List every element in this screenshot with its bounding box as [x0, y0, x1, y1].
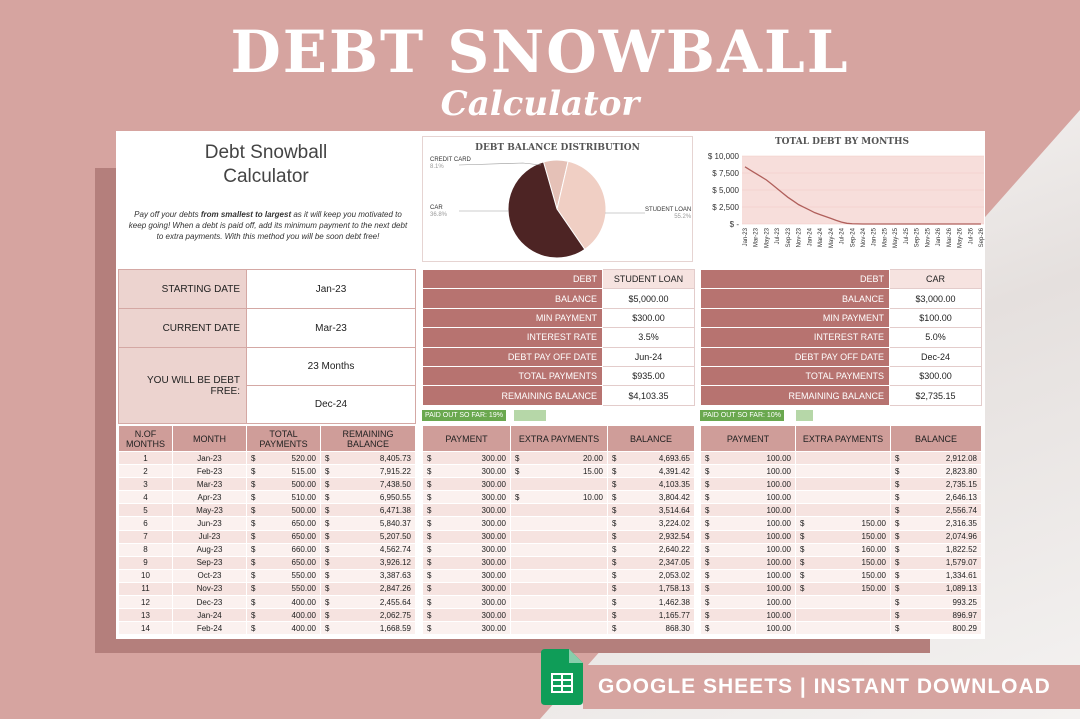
- x-tick-label: Nov-25: [925, 228, 932, 248]
- extra-payment-cell[interactable]: [511, 543, 608, 556]
- remaining-balance-cell: $ 5,840.37: [321, 517, 416, 530]
- month-number-cell: 2: [119, 465, 173, 478]
- google-sheets-icon: [541, 649, 583, 705]
- payment-cell: $ 100.00: [701, 556, 796, 569]
- payment-cell: $ 300.00: [423, 530, 511, 543]
- extra-payment-cell[interactable]: [796, 596, 891, 609]
- y-tick-label: $ 7,500: [712, 169, 739, 178]
- x-tick-label: Sep-26: [979, 228, 985, 248]
- remaining-balance-cell: $ 4,562.74: [321, 543, 416, 556]
- x-tick-label: Jan-24: [807, 228, 814, 247]
- extra-payment-cell[interactable]: [511, 478, 608, 491]
- balance-cell: $ 2,074.96: [891, 530, 982, 543]
- date-summary: [118, 269, 416, 424]
- balance-cell: $ 1,462.38: [608, 596, 695, 609]
- balance-cell: $ 2,053.02: [608, 569, 695, 582]
- remaining-balance-cell: $ 8,405.73: [321, 452, 416, 465]
- x-tick-label: Mar-23: [753, 228, 760, 248]
- paid-progress-bar: [514, 410, 546, 421]
- debt-name[interactable]: STUDENT LOAN: [603, 270, 695, 289]
- balance-cell: $ 3,224.02: [608, 517, 695, 530]
- interest-rate-label: INTEREST RATE: [423, 328, 603, 347]
- total-payments-value: $935.00: [603, 366, 695, 385]
- extra-payment-cell[interactable]: $ 150.00: [796, 530, 891, 543]
- extra-payment-cell[interactable]: [796, 609, 891, 622]
- table-row: [701, 622, 982, 635]
- table-row: [701, 556, 982, 569]
- x-tick-label: Sep-25: [914, 228, 921, 248]
- extra-payment-cell[interactable]: [796, 465, 891, 478]
- extra-payment-cell[interactable]: [511, 609, 608, 622]
- extra-payment-cell[interactable]: [511, 569, 608, 582]
- extra-payment-cell[interactable]: $ 15.00: [511, 465, 608, 478]
- table-row: [701, 491, 982, 504]
- interest-rate-label: INTEREST RATE: [701, 328, 890, 347]
- month-cell: Dec-23: [173, 596, 247, 609]
- extra-payment-cell[interactable]: $ 160.00: [796, 543, 891, 556]
- x-tick-label: Sep-23: [785, 228, 792, 248]
- pie-label-car: CAR 36.8%: [430, 205, 448, 218]
- table-row: [119, 452, 416, 465]
- x-tick-label: Jan-25: [871, 228, 878, 247]
- line-chart-svg: [698, 146, 985, 262]
- table-row: [423, 504, 695, 517]
- interest-rate-value[interactable]: 5.0%: [890, 328, 982, 347]
- payment-cell: $ 100.00: [701, 452, 796, 465]
- intro-text-post: as it will keep you motivated to keep going! When a debt is paid off, add its minimum payment to the next debt to extra payments. With this method you will be soon debt free!: [128, 210, 408, 241]
- total-payments-label: TOTAL PAYMENTS: [701, 366, 890, 385]
- month-number-cell: 9: [119, 556, 173, 569]
- payment-cell: $ 100.00: [701, 569, 796, 582]
- extra-payment-cell[interactable]: [796, 478, 891, 491]
- min-payment-value[interactable]: $100.00: [890, 308, 982, 327]
- payment-cell: $ 300.00: [423, 465, 511, 478]
- payment-cell: $ 300.00: [423, 609, 511, 622]
- table-row: [701, 465, 982, 478]
- table-row: [423, 452, 695, 465]
- payment-cell: $ 100.00: [701, 530, 796, 543]
- debt-label: DEBT: [423, 270, 603, 289]
- table-row: [701, 517, 982, 530]
- x-tick-label: May-25: [893, 228, 900, 249]
- table-row: [701, 478, 982, 491]
- x-tick-label: Mar-26: [946, 228, 953, 248]
- pie-chart: [422, 136, 693, 262]
- balance-cell: $ 896.97: [891, 609, 982, 622]
- month-cell: Oct-23: [173, 569, 247, 582]
- intro-text: [128, 209, 408, 242]
- table-row: [701, 582, 982, 595]
- col-remaining-balance: REMAINING BALANCE: [321, 426, 416, 452]
- table-row: [701, 530, 982, 543]
- extra-payment-cell[interactable]: [796, 622, 891, 635]
- col-payment: PAYMENT: [423, 426, 511, 452]
- extra-payment-cell[interactable]: $ 150.00: [796, 517, 891, 530]
- extra-payment-cell[interactable]: [511, 622, 608, 635]
- remaining-balance-cell: $ 2,062.75: [321, 609, 416, 622]
- payment-cell: $ 100.00: [701, 504, 796, 517]
- balance-cell: $ 2,556.74: [891, 504, 982, 517]
- x-tick-label: May-23: [764, 228, 771, 249]
- y-tick-label: $ -: [729, 220, 739, 229]
- balance-cell: $ 1,165.77: [608, 609, 695, 622]
- remaining-balance-cell: $ 7,915.22: [321, 465, 416, 478]
- table-row: [119, 517, 416, 530]
- x-tick-label: Jul-26: [968, 228, 975, 245]
- month-cell: Aug-23: [173, 543, 247, 556]
- month-number-cell: 13: [119, 609, 173, 622]
- remaining-balance-cell: $ 1,668.59: [321, 622, 416, 635]
- table-row: [423, 465, 695, 478]
- extra-payment-cell[interactable]: $ 150.00: [796, 582, 891, 595]
- interest-rate-value[interactable]: 3.5%: [603, 328, 695, 347]
- balance-cell: $ 4,391.42: [608, 465, 695, 478]
- balance-cell: $ 2,823.80: [891, 465, 982, 478]
- table-row: [423, 491, 695, 504]
- debt-summary-car: [700, 269, 982, 406]
- line-chart-title: TOTAL DEBT BY MONTHS: [774, 137, 910, 147]
- remaining-balance-cell: $ 5,207.50: [321, 530, 416, 543]
- pie-title: DEBT BALANCE DISTRIBUTION: [475, 143, 640, 153]
- table-row: [119, 556, 416, 569]
- col-extra-payments: EXTRA PAYMENTS: [511, 426, 608, 452]
- current-date-label: CURRENT DATE: [119, 309, 247, 348]
- payment-cell: $ 100.00: [701, 478, 796, 491]
- balance-cell: $ 2,912.08: [891, 452, 982, 465]
- month-number-cell: 5: [119, 504, 173, 517]
- remaining-balance-cell: $ 6,950.55: [321, 491, 416, 504]
- x-tick-label: Jul-24: [839, 228, 846, 245]
- x-tick-label: May-26: [957, 228, 964, 249]
- x-tick-label: May-24: [828, 228, 835, 249]
- month-number-cell: 4: [119, 491, 173, 504]
- payment-cell: $ 100.00: [701, 596, 796, 609]
- x-tick-label: Jan-26: [936, 228, 943, 247]
- payment-cell: $ 300.00: [423, 504, 511, 517]
- month-cell: May-23: [173, 504, 247, 517]
- remaining-balance-cell: $ 2,455.64: [321, 596, 416, 609]
- remaining-balance-label: REMAINING BALANCE: [423, 386, 603, 405]
- total-payment-cell: $ 400.00: [247, 622, 321, 635]
- col-total-payments: TOTAL PAYMENTS: [247, 426, 321, 452]
- extra-payment-cell[interactable]: [511, 530, 608, 543]
- payment-cell: $ 300.00: [423, 491, 511, 504]
- balance-label: BALANCE: [701, 289, 890, 308]
- extra-payment-cell[interactable]: [796, 452, 891, 465]
- table-row: [119, 609, 416, 622]
- balance-cell: $ 993.25: [891, 596, 982, 609]
- balance-cell: $ 1,758.13: [608, 582, 695, 595]
- table-row: [423, 582, 695, 595]
- extra-payment-cell[interactable]: $ 150.00: [796, 556, 891, 569]
- remaining-balance-value: $2,735.15: [890, 386, 982, 405]
- remaining-balance-cell: $ 3,926.12: [321, 556, 416, 569]
- table-row: [701, 543, 982, 556]
- total-payment-cell: $ 550.00: [247, 569, 321, 582]
- table-row: [119, 491, 416, 504]
- col-payment: PAYMENT: [701, 426, 796, 452]
- x-tick-label: Mar-24: [818, 228, 825, 248]
- car-schedule: [700, 425, 982, 635]
- month-number-cell: 10: [119, 569, 173, 582]
- table-row: [701, 452, 982, 465]
- debt-free-date: Dec-24: [247, 386, 416, 424]
- line-chart: [698, 131, 985, 262]
- payment-cell: $ 300.00: [423, 596, 511, 609]
- total-payment-cell: $ 400.00: [247, 596, 321, 609]
- y-tick-label: $ 5,000: [712, 186, 739, 195]
- table-row: [119, 504, 416, 517]
- balance-cell: $ 4,103.35: [608, 478, 695, 491]
- debt-summary-student-loan: [422, 269, 695, 406]
- col-extra-payments: EXTRA PAYMENTS: [796, 426, 891, 452]
- table-row: [119, 478, 416, 491]
- payment-cell: $ 300.00: [423, 582, 511, 595]
- spreadsheet: [116, 131, 985, 639]
- x-tick-label: Nov-23: [796, 228, 803, 248]
- total-payment-cell: $ 520.00: [247, 452, 321, 465]
- x-tick-label: Jul-23: [775, 228, 782, 245]
- balance-value[interactable]: $3,000.00: [890, 289, 982, 308]
- payment-cell: $ 100.00: [701, 517, 796, 530]
- balance-label: BALANCE: [423, 289, 603, 308]
- table-row: [423, 622, 695, 635]
- payment-cell: $ 300.00: [423, 452, 511, 465]
- balance-cell: $ 3,804.42: [608, 491, 695, 504]
- extra-payment-cell[interactable]: $ 20.00: [511, 452, 608, 465]
- payment-cell: $ 100.00: [701, 609, 796, 622]
- total-payment-cell: $ 550.00: [247, 582, 321, 595]
- x-tick-label: Jan-23: [743, 228, 749, 247]
- extra-payment-cell[interactable]: $ 10.00: [511, 491, 608, 504]
- payoff-date-label: DEBT PAY OFF DATE: [701, 347, 890, 366]
- balance-value[interactable]: $5,000.00: [603, 289, 695, 308]
- month-number-cell: 7: [119, 530, 173, 543]
- month-cell: Feb-23: [173, 465, 247, 478]
- total-payment-cell: $ 500.00: [247, 478, 321, 491]
- overview-schedule: [118, 425, 416, 635]
- instant-download-banner: GOOGLE SHEETS | INSTANT DOWNLOAD: [583, 665, 1080, 709]
- total-payment-cell: $ 500.00: [247, 504, 321, 517]
- y-tick-label: $ 10,000: [707, 152, 739, 161]
- extra-payment-cell[interactable]: $ 150.00: [796, 569, 891, 582]
- remaining-balance-cell: $ 2,847.26: [321, 582, 416, 595]
- table-row: [119, 622, 416, 635]
- balance-cell: $ 1,579.07: [891, 556, 982, 569]
- hero-subtitle: Calculator: [440, 84, 640, 124]
- table-row: [119, 543, 416, 556]
- payment-cell: $ 100.00: [701, 465, 796, 478]
- table-row: [423, 517, 695, 530]
- total-payment-cell: $ 510.00: [247, 491, 321, 504]
- extra-payment-cell[interactable]: [511, 504, 608, 517]
- payment-cell: $ 300.00: [423, 556, 511, 569]
- balance-cell: $ 2,646.13: [891, 491, 982, 504]
- extra-payment-cell[interactable]: [796, 491, 891, 504]
- debt-label: DEBT: [701, 270, 890, 289]
- col-month: MONTH: [173, 426, 247, 452]
- col-month-number: N.OF MONTHS: [119, 426, 173, 452]
- remaining-balance-value: $4,103.35: [603, 386, 695, 405]
- balance-cell: $ 2,347.05: [608, 556, 695, 569]
- month-cell: Sep-23: [173, 556, 247, 569]
- col-balance: BALANCE: [891, 426, 982, 452]
- table-row: [119, 582, 416, 595]
- total-payment-cell: $ 650.00: [247, 530, 321, 543]
- remaining-balance-label: REMAINING BALANCE: [701, 386, 890, 405]
- intro-text-pre: Pay off your debts: [134, 210, 201, 219]
- month-cell: Apr-23: [173, 491, 247, 504]
- student-loan-schedule: [422, 425, 695, 635]
- month-cell: Jun-23: [173, 517, 247, 530]
- month-cell: Nov-23: [173, 582, 247, 595]
- remaining-balance-cell: $ 7,438.50: [321, 478, 416, 491]
- balance-cell: $ 2,640.22: [608, 543, 695, 556]
- payment-cell: $ 300.00: [423, 543, 511, 556]
- balance-cell: $ 1,089.13: [891, 582, 982, 595]
- table-row: [701, 609, 982, 622]
- table-row: [423, 569, 695, 582]
- total-payments-label: TOTAL PAYMENTS: [423, 366, 603, 385]
- total-payment-cell: $ 400.00: [247, 609, 321, 622]
- col-balance: BALANCE: [608, 426, 695, 452]
- table-row: [423, 596, 695, 609]
- paid-progress-bar: [796, 410, 813, 421]
- month-number-cell: 8: [119, 543, 173, 556]
- current-date-value[interactable]: Mar-23: [247, 309, 416, 348]
- balance-cell: $ 800.29: [891, 622, 982, 635]
- starting-date-label: STARTING DATE: [119, 270, 247, 309]
- month-cell: Jul-23: [173, 530, 247, 543]
- month-number-cell: 3: [119, 478, 173, 491]
- table-row: [423, 556, 695, 569]
- month-number-cell: 6: [119, 517, 173, 530]
- balance-cell: $ 2,316.35: [891, 517, 982, 530]
- calculator-title: Debt Snowball Calculator: [204, 142, 328, 187]
- extra-payment-cell[interactable]: [511, 556, 608, 569]
- total-payment-cell: $ 650.00: [247, 517, 321, 530]
- x-tick-label: Nov-24: [861, 228, 867, 248]
- month-number-cell: 14: [119, 622, 173, 635]
- payment-cell: $ 300.00: [423, 517, 511, 530]
- extra-payment-cell[interactable]: [511, 596, 608, 609]
- table-row: [423, 543, 695, 556]
- min-payment-label: MIN PAYMENT: [701, 308, 890, 327]
- table-row: [119, 596, 416, 609]
- hero-title: DEBT SNOWBALL: [230, 18, 850, 86]
- extra-payment-cell[interactable]: [796, 504, 891, 517]
- x-tick-label: Sep-24: [850, 228, 857, 248]
- balance-cell: $ 868.30: [608, 622, 695, 635]
- intro-text-bold: from smallest to largest: [200, 210, 292, 219]
- table-row: [701, 569, 982, 582]
- table-row: [119, 569, 416, 582]
- balance-cell: $ 2,735.15: [891, 478, 982, 491]
- month-number-cell: 1: [119, 452, 173, 465]
- total-payment-cell: $ 650.00: [247, 556, 321, 569]
- balance-cell: $ 2,932.54: [608, 530, 695, 543]
- min-payment-label: MIN PAYMENT: [423, 308, 603, 327]
- total-payment-cell: $ 660.00: [247, 543, 321, 556]
- month-cell: Mar-23: [173, 478, 247, 491]
- min-payment-value[interactable]: $300.00: [603, 308, 695, 327]
- pie-leader-line: [459, 163, 541, 165]
- balance-cell: $ 3,514.64: [608, 504, 695, 517]
- payoff-date-label: DEBT PAY OFF DATE: [423, 347, 603, 366]
- month-cell: Jan-23: [173, 452, 247, 465]
- payment-cell: $ 100.00: [701, 491, 796, 504]
- total-payment-cell: $ 515.00: [247, 465, 321, 478]
- month-number-cell: 11: [119, 582, 173, 595]
- total-payments-value: $300.00: [890, 366, 982, 385]
- x-tick-label: Mar-25: [882, 228, 889, 248]
- pie-label-student-loan: STUDENT LOAN 55.2%: [645, 207, 692, 220]
- payoff-date-value: Dec-24: [890, 347, 982, 366]
- pie-label-credit-card: CREDIT CARD 8.1%: [430, 157, 471, 170]
- y-tick-label: $ 2,500: [712, 203, 739, 212]
- x-tick-label: Jul-25: [903, 228, 910, 245]
- table-row: [423, 609, 695, 622]
- payment-cell: $ 300.00: [423, 569, 511, 582]
- debt-name[interactable]: CAR: [890, 270, 982, 289]
- remaining-balance-cell: $ 3,387.63: [321, 569, 416, 582]
- paid-out-badge: PAID OUT SO FAR: 19%: [422, 410, 506, 421]
- payoff-date-value: Jun-24: [603, 347, 695, 366]
- debt-free-months: 23 Months: [247, 348, 416, 386]
- debt-free-label: YOU WILL BE DEBT FREE:: [119, 348, 247, 424]
- paid-out-badge: PAID OUT SO FAR: 10%: [700, 410, 784, 421]
- month-cell: Jan-24: [173, 609, 247, 622]
- table-row: [119, 465, 416, 478]
- payment-cell: $ 100.00: [701, 622, 796, 635]
- starting-date-value[interactable]: Jan-23: [247, 270, 416, 309]
- extra-payment-cell[interactable]: [511, 517, 608, 530]
- payment-cell: $ 300.00: [423, 622, 511, 635]
- table-row: [423, 478, 695, 491]
- month-number-cell: 12: [119, 596, 173, 609]
- table-row: [423, 530, 695, 543]
- payment-cell: $ 300.00: [423, 478, 511, 491]
- month-cell: Feb-24: [173, 622, 247, 635]
- table-row: [701, 504, 982, 517]
- remaining-balance-cell: $ 6,471.38: [321, 504, 416, 517]
- payment-cell: $ 100.00: [701, 582, 796, 595]
- balance-cell: $ 1,822.52: [891, 543, 982, 556]
- table-row: [119, 530, 416, 543]
- balance-cell: $ 1,334.61: [891, 569, 982, 582]
- payment-cell: $ 100.00: [701, 543, 796, 556]
- extra-payment-cell[interactable]: [511, 582, 608, 595]
- table-row: [701, 596, 982, 609]
- balance-cell: $ 4,693.65: [608, 452, 695, 465]
